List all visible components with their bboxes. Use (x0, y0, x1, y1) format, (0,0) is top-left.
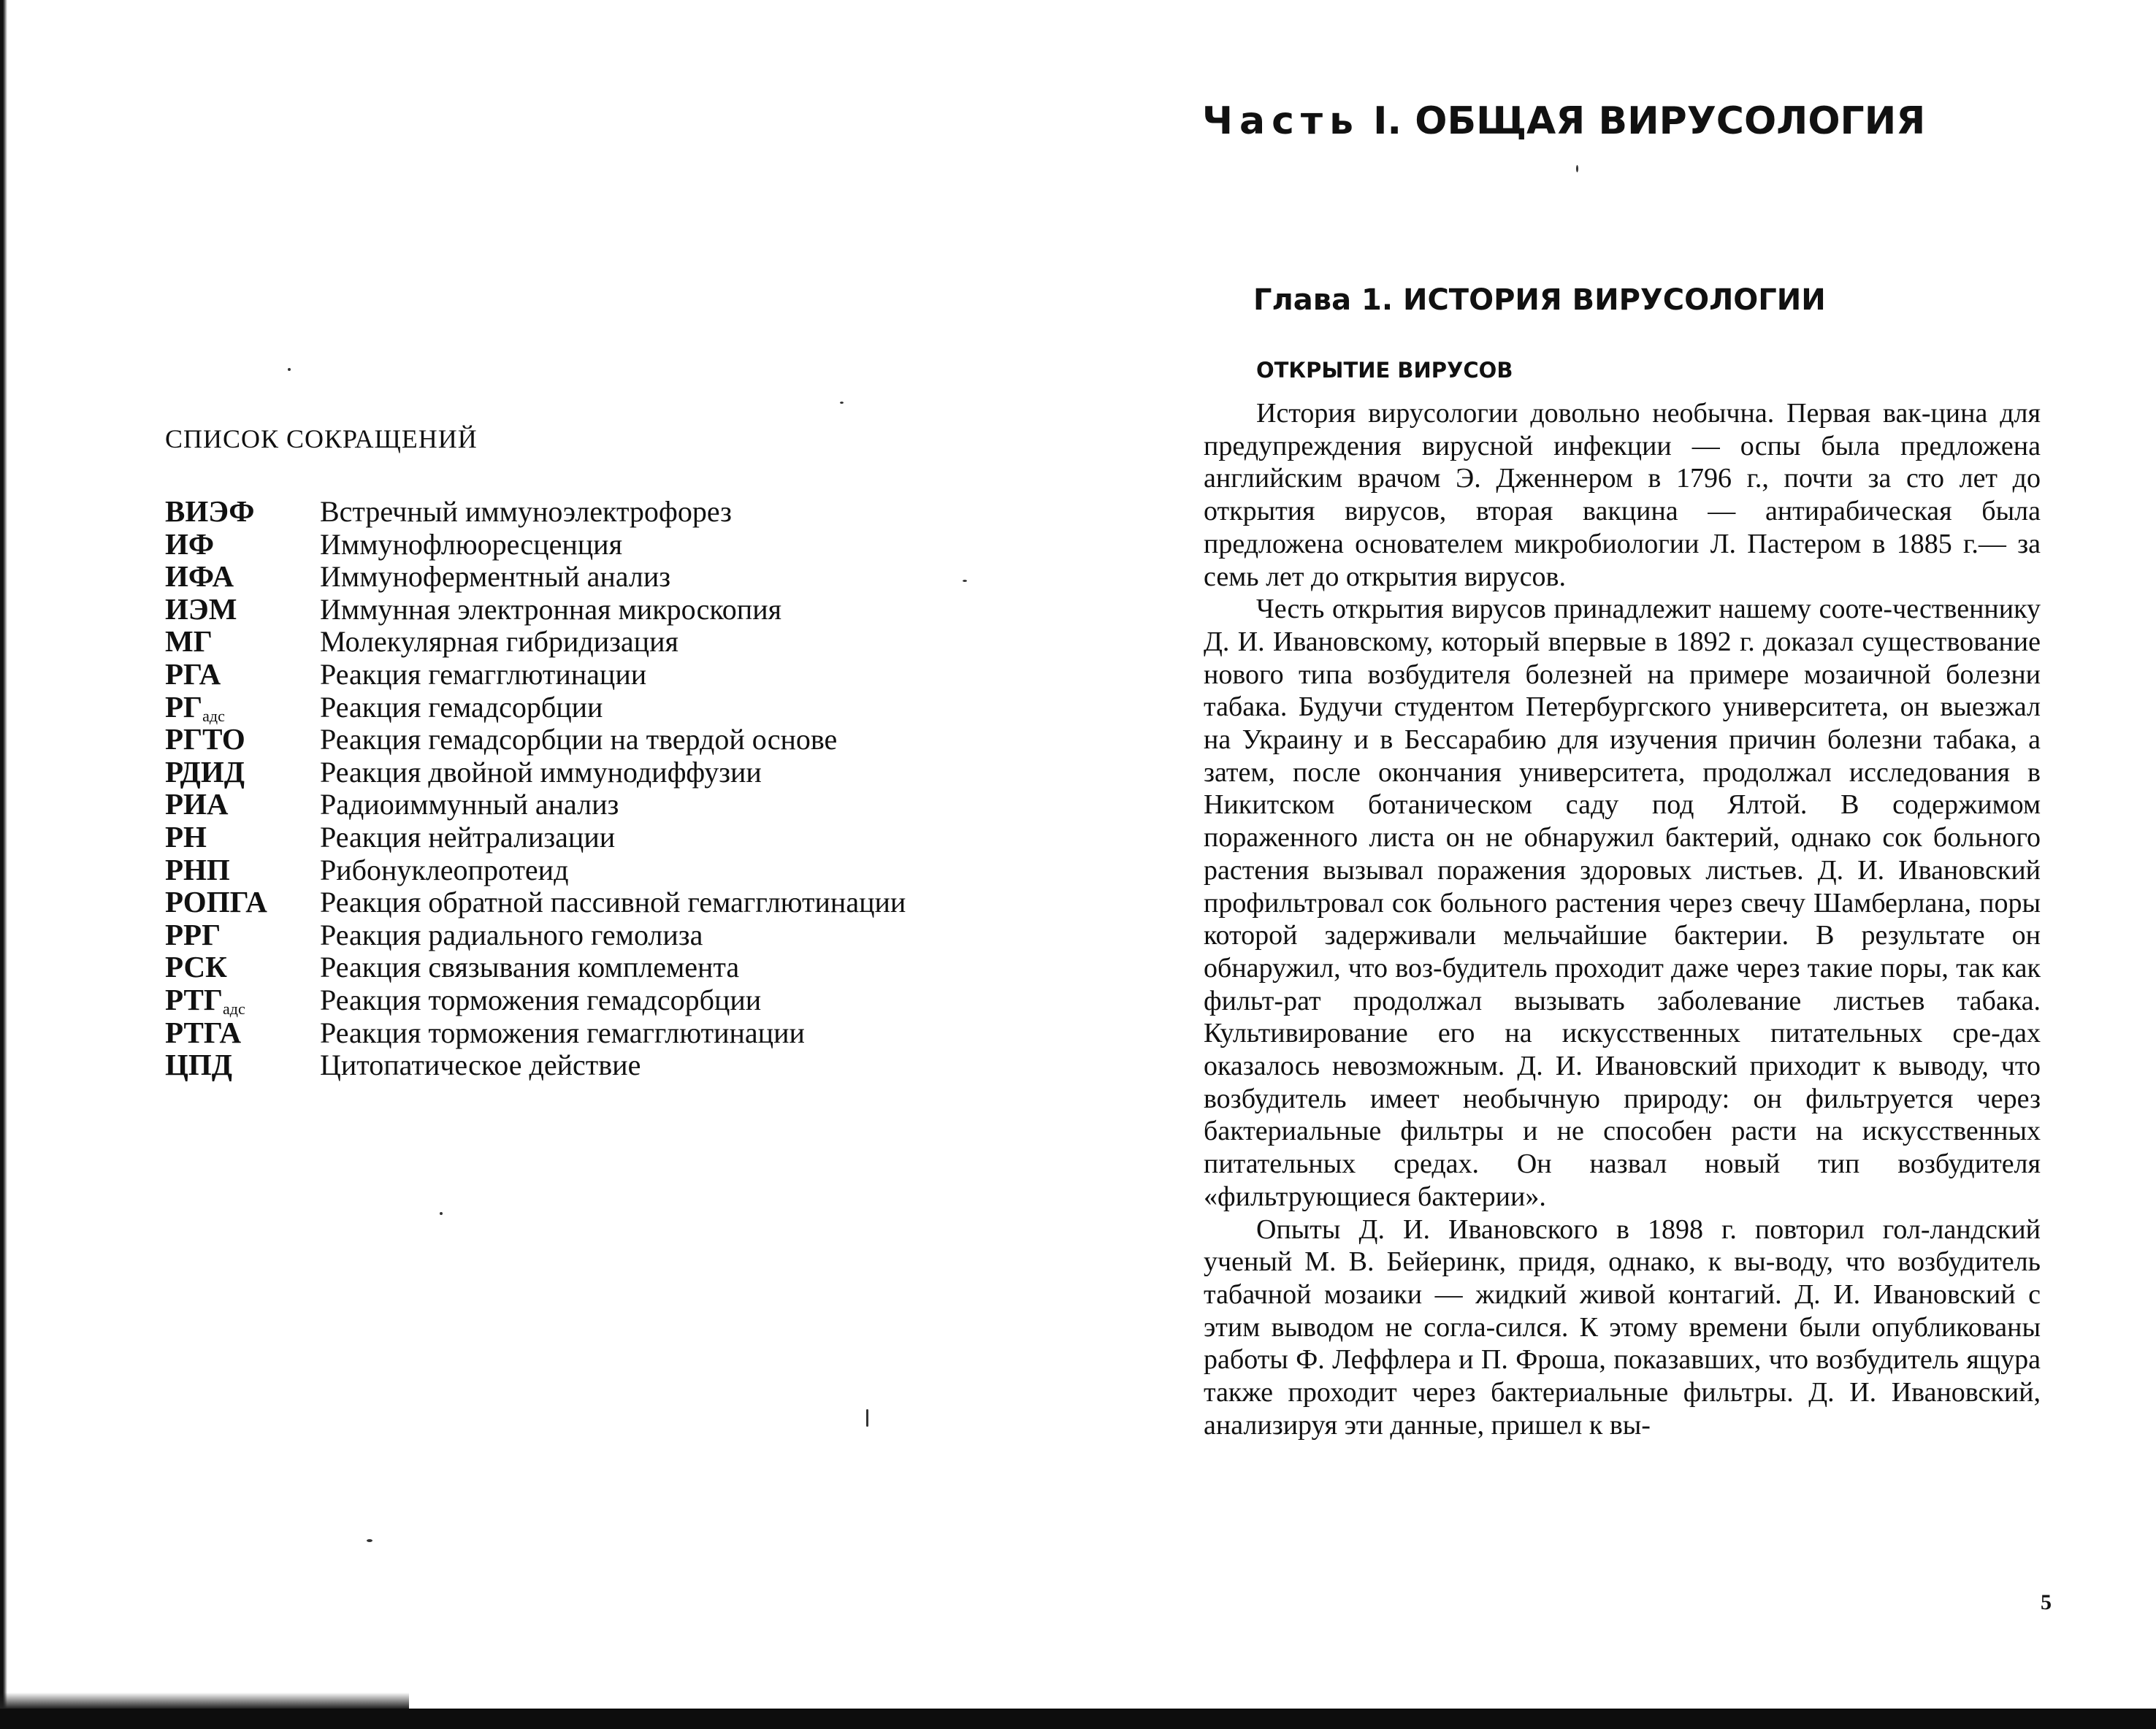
abbreviation-code: РГТО (165, 722, 245, 756)
scan-speck (367, 1539, 372, 1542)
abbreviation-code: МГ (165, 624, 213, 659)
abbreviation-code: РН (165, 819, 207, 854)
abbreviation-meaning: Иммуноферментный анализ (320, 560, 671, 594)
abbreviation-row (165, 721, 906, 754)
abbreviation-code: ИФ (165, 526, 215, 561)
abbreviation-meaning: Встречный иммуноэлектрофорез (320, 495, 732, 528)
abbreviation-code: РТГА (165, 1015, 242, 1049)
paragraph: Опыты Д. И. Ивановского в 1898 г. повторил гол-ландский ученый М. В. Бейеринк, придя, однако, к вы-воду, что возбудитель табачной мозаики — жидкий живой контагий. Д. И. Ивановский с этим выводом не согла-сился. К этому времени были опубликованы работы Ф. Леффлера и П. Фроша, показавших, что возбудитель ящура также проходит через бактериальные фильтры. Д. И. Ивановский, анализируя эти данные, пришел к вы- (1204, 1214, 2041, 1441)
abbreviation-row (165, 754, 906, 787)
scan-bottom-edge (0, 1709, 2156, 1729)
abbreviation-meaning: Реакция гемадсорбции (320, 690, 603, 724)
abbreviation-meaning: Иммунофлюоресценция (320, 527, 622, 561)
abbreviation-row (165, 591, 906, 624)
scan-speck (288, 368, 291, 371)
abbreviation-code: РРГ (165, 917, 221, 951)
abbreviation-meaning: Реакция нейтрализации (320, 820, 616, 854)
abbreviation-code: ЦПД (165, 1048, 232, 1082)
abbreviations-list (165, 494, 906, 1080)
abbreviation-meaning: Молекулярная гибридизация (320, 625, 678, 659)
abbreviation-code: РСК (165, 950, 227, 984)
abbreviation-row (165, 689, 906, 725)
abbreviation-code: ВИЭФ (165, 494, 255, 528)
abbreviation-meaning: Радиоиммунный анализ (320, 788, 619, 821)
part-title (1202, 99, 1925, 143)
abbreviation-code: $РТГ_{адс}$ (165, 982, 245, 1018)
abbreviation-meaning: Реакция радиального гемолиза (320, 918, 703, 951)
scan-speck (440, 1212, 443, 1215)
page-number: 5 (2041, 1590, 2052, 1614)
scan-speck (963, 580, 967, 582)
abbreviation-row (165, 884, 906, 917)
part-label: Часть (1202, 99, 1360, 143)
scan-speck (840, 402, 844, 404)
scan-speck (866, 1409, 868, 1427)
abbreviation-row (165, 949, 906, 982)
abbreviation-meaning: Иммунная электронная микроскопия (320, 592, 781, 626)
paragraph: История вирусологии довольно необычна. Первая вак-цина для предупреждения вирусной инфекции — оспы была предложена английским врачом Э. Дженнером в 1796 г., почти за сто лет до открытия вирусов, вторая вакцина — антирабическая была предложена основателем микробиологии Л. Пастером в 1885 г.— за семь лет до открытия вирусов. (1204, 398, 2041, 592)
abbreviation-meaning: Реакция гемагглютинации (320, 657, 647, 691)
abbreviation-meaning: Реакция торможения гемагглютинации (320, 1016, 805, 1049)
abbreviation-meaning: Реакция обратной пассивной гемагглютинации (320, 886, 906, 919)
abbreviation-row (165, 852, 906, 885)
abbreviation-meaning: Реакция гемадсорбции на твердой основе (320, 723, 838, 756)
abbreviation-meaning: Реакция двойной иммунодиффузии (320, 755, 762, 789)
abbreviation-meaning: Рибонуклеопротеид (320, 853, 569, 886)
abbreviation-subscript: адс (202, 706, 225, 725)
abbreviation-code: РОПГА (165, 885, 267, 919)
abbreviation-row (165, 494, 906, 526)
abbreviation-code: РГА (165, 656, 221, 691)
abbreviation-row (165, 917, 906, 950)
abbreviation-code: ИЭМ (165, 591, 237, 626)
paragraph: Честь открытия вирусов принадлежит нашему сооте-чественнику Д. И. Ивановскому, который впервые в 1892 г. доказал существование нового типа возбудителя болезней на примере мозаичной болезни табака. Будучи студентом Петербургского университета, он выезжал на Украину и в Бессарабию для изучения причин болезни табака, а затем, после окончания университета, продолжал исследования в Никитском ботаническом саду под Ялтой. В содержимом пораженного листа он не обнаружил бактерий, однако сок больного растения вызывал поражения здоровых листьев. Д. И. Ивановский профильтровал сок больного растения через свечу Шамберлана, поры которой задерживали мельчайшие бактерии. В результате он обнаружил, что воз-будитель проходит даже через такие поры, так как фильт-рат продолжал вызывать заболевание листьев табака. Культивирование его на искусственных питательных сре-дах оказалось невозможным. Д. И. Ивановский приходит к выводу, что возбудитель имеет необычную природу: он фильтруется через бактериальные фильтры и не способен расти на искусственных питательных средах. Он назвал новый тип возбудителя «фильтрующиеся бактерии». (1204, 594, 2041, 1212)
abbreviation-meaning: Реакция связывания комплемента (320, 951, 740, 984)
part-name: I. ОБЩАЯ ВИРУСОЛОГИЯ (1359, 99, 1926, 143)
abbreviation-meaning: Цитопатическое действие (320, 1048, 641, 1082)
abbreviation-row (165, 786, 906, 819)
chapter-title: Глава 1. ИСТОРИЯ ВИРУСОЛОГИИ (1253, 283, 1826, 317)
abbreviations-heading: СПИСОК СОКРАЩЕНИЙ (165, 424, 478, 453)
abbreviation-code: $РГ_{адс}$ (165, 689, 225, 725)
abbreviation-row (165, 982, 906, 1018)
abbreviation-code: РИА (165, 787, 229, 821)
right-page (1078, 0, 2156, 1729)
abbreviation-code: ИФА (165, 559, 234, 594)
abbreviation-row (165, 656, 906, 689)
abbreviation-row (165, 624, 906, 659)
abbreviation-row (165, 559, 906, 594)
abbreviation-row (165, 1047, 906, 1080)
abbreviation-code: РДИД (165, 754, 245, 789)
abbreviation-subscript: адс (222, 999, 245, 1018)
abbreviation-meaning: Реакция торможения гемадсорбции (320, 983, 762, 1016)
section-title: ОТКРЫТИЕ ВИРУСОВ (1256, 358, 1513, 383)
abbreviation-code: РНП (165, 852, 230, 886)
abbreviation-row (165, 819, 906, 852)
abbreviation-row (165, 1015, 906, 1048)
scan-speck (1576, 165, 1578, 172)
abbreviation-row (165, 526, 906, 559)
body-text (1204, 397, 2041, 1442)
